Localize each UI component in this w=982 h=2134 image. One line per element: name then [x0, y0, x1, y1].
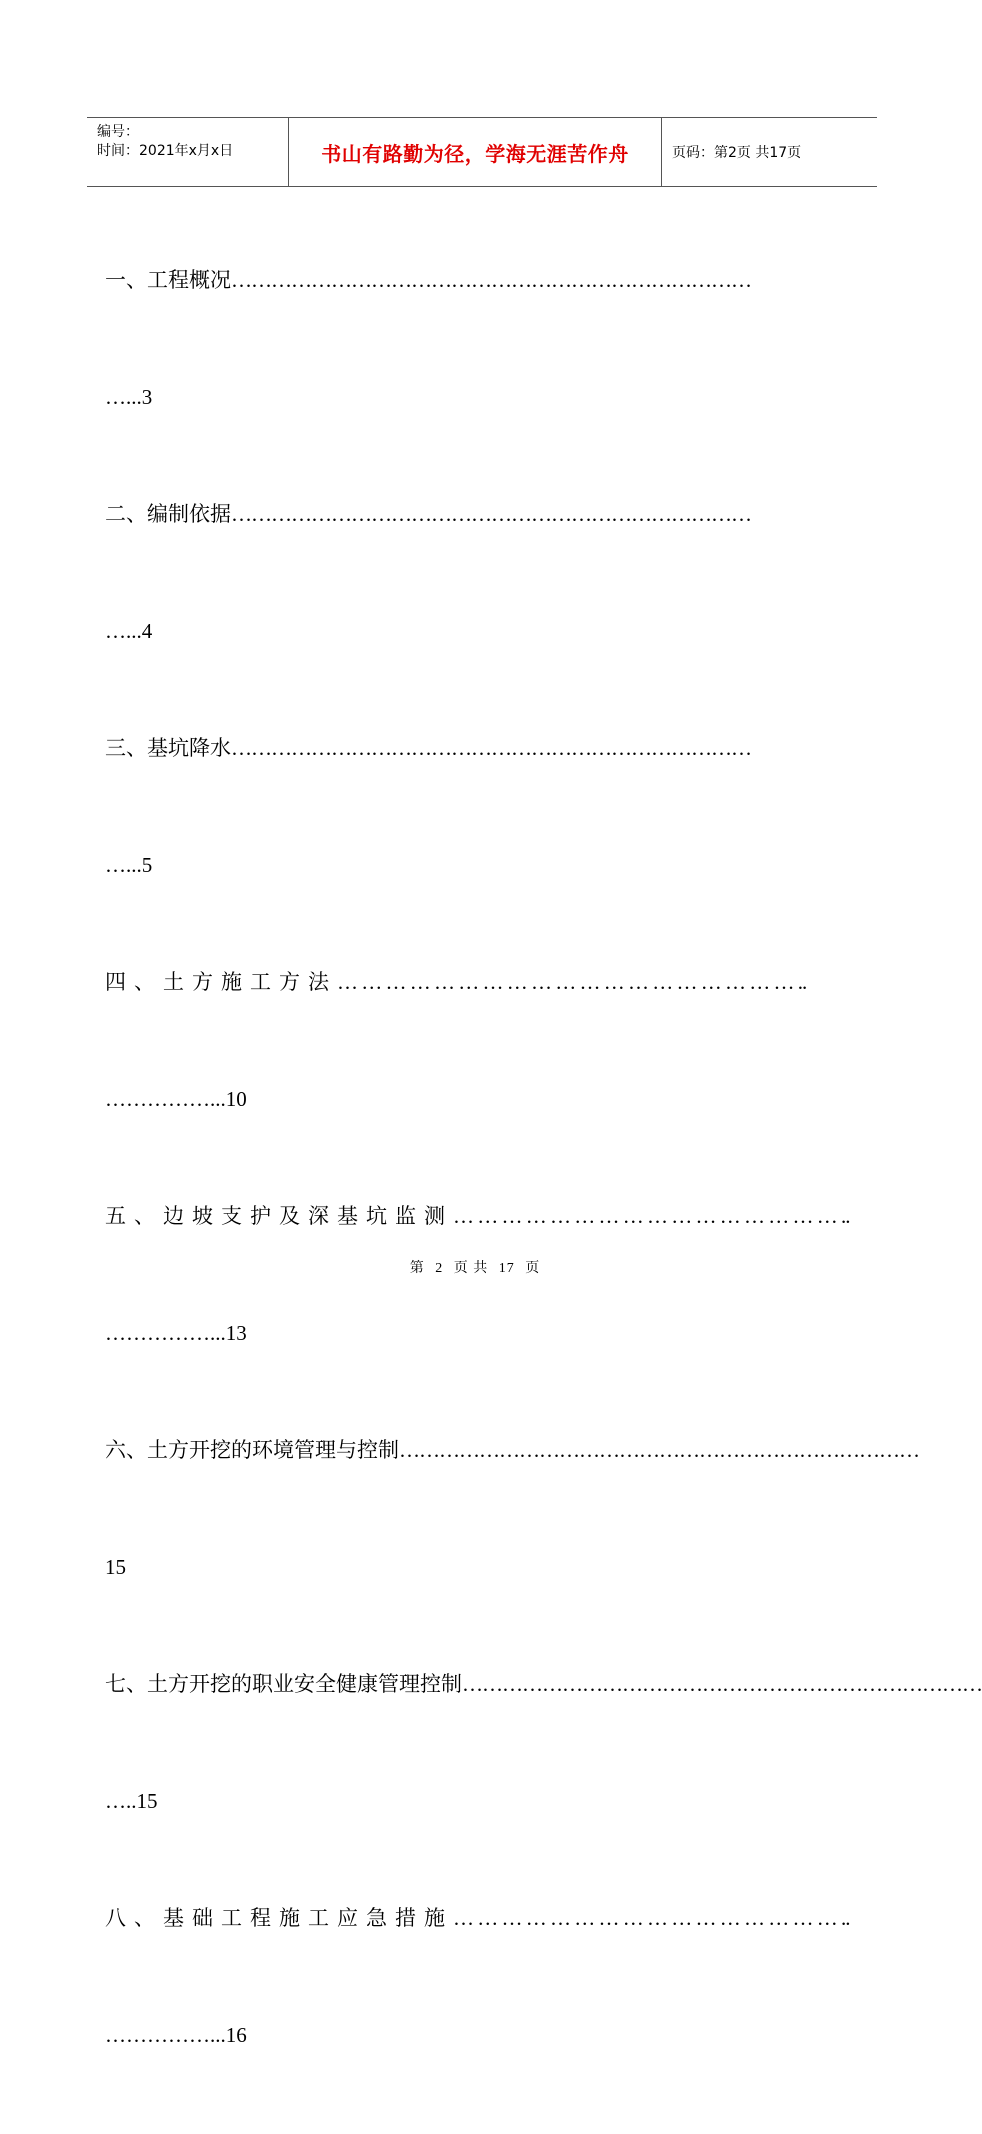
header-page-info-cell [662, 118, 877, 186]
toc-entry[interactable] [105, 730, 860, 964]
toc-entry-title: 四、土方施工方法 [105, 970, 337, 994]
toc-leader-dots: … … … … … … … … … … … … … … … … … … … .. [337, 970, 807, 994]
toc-entry-title: 六、土方开挖的环境管理与控制 [105, 1438, 399, 1462]
toc-entry-page: ……………...16 [105, 2023, 247, 2047]
toc-entry-title: 二、编制依据 [105, 502, 231, 526]
toc-entry-page: …...4 [105, 619, 153, 643]
toc-entry-page: ……………...13 [105, 1321, 247, 1345]
header-motto: 书山有路勤为径，学海无涯苦作舟 [321, 141, 629, 166]
toc-entry-page: 15 [105, 1555, 126, 1579]
toc-entry[interactable] [105, 262, 860, 496]
toc-entry[interactable] [105, 1198, 860, 1432]
page-footer [0, 1257, 950, 1277]
toc-entry[interactable] [105, 496, 860, 730]
page-header [87, 117, 877, 187]
toc-entry-page: …...5 [105, 853, 153, 877]
toc-entry-title: 三、基坑降水 [105, 736, 231, 760]
toc-leader-dots: …………………………………………………………………… [231, 502, 751, 526]
toc-entry-page: …...3 [105, 385, 153, 409]
footer-mid: 页 共 [453, 1261, 489, 1276]
header-meta [87, 118, 288, 186]
toc-leader-dots: … … … … … … … … … … … … … … … … .. [453, 1204, 850, 1228]
toc-leader-dots: …………………………………………………………………… [231, 268, 751, 292]
document-date: 时间：2021年x月x日 [97, 143, 234, 159]
toc-entry-title: 八、基础工程施工应急措施 [105, 1906, 453, 1930]
footer-page-number: 2 [435, 1261, 444, 1276]
toc-leader-dots: …………………………………………………………………… [462, 1672, 982, 1696]
toc-entry-title: 七、土方开挖的职业安全健康管理控制 [105, 1672, 462, 1696]
footer-page-total: 17 [498, 1261, 515, 1276]
toc-entry[interactable] [105, 1432, 919, 1666]
header-page-info: 页码：第2页 共17页 [672, 145, 802, 161]
toc-entry[interactable] [105, 1900, 860, 2134]
toc-leader-dots: … … … … … … … … … … … … … … … … .. [453, 1906, 850, 1930]
header-motto-cell [288, 118, 662, 186]
toc-entry[interactable] [105, 964, 860, 1198]
footer-prefix: 第 [409, 1261, 425, 1276]
footer-suffix: 页 [525, 1261, 541, 1276]
toc-entry-title: 五、边坡支护及深基坑监测 [105, 1204, 453, 1228]
toc-leader-dots: …………………………………………………………………… [399, 1438, 919, 1462]
table-of-contents [105, 262, 982, 2134]
toc-entry[interactable] [105, 1666, 982, 1900]
toc-entry-title: 一、工程概况 [105, 268, 231, 292]
toc-leader-dots: …………………………………………………………………… [231, 736, 751, 760]
toc-entry-page: ……………...10 [105, 1087, 247, 1111]
document-number-label: 编号： [97, 124, 139, 140]
toc-entry-page: …..15 [105, 1789, 158, 1813]
